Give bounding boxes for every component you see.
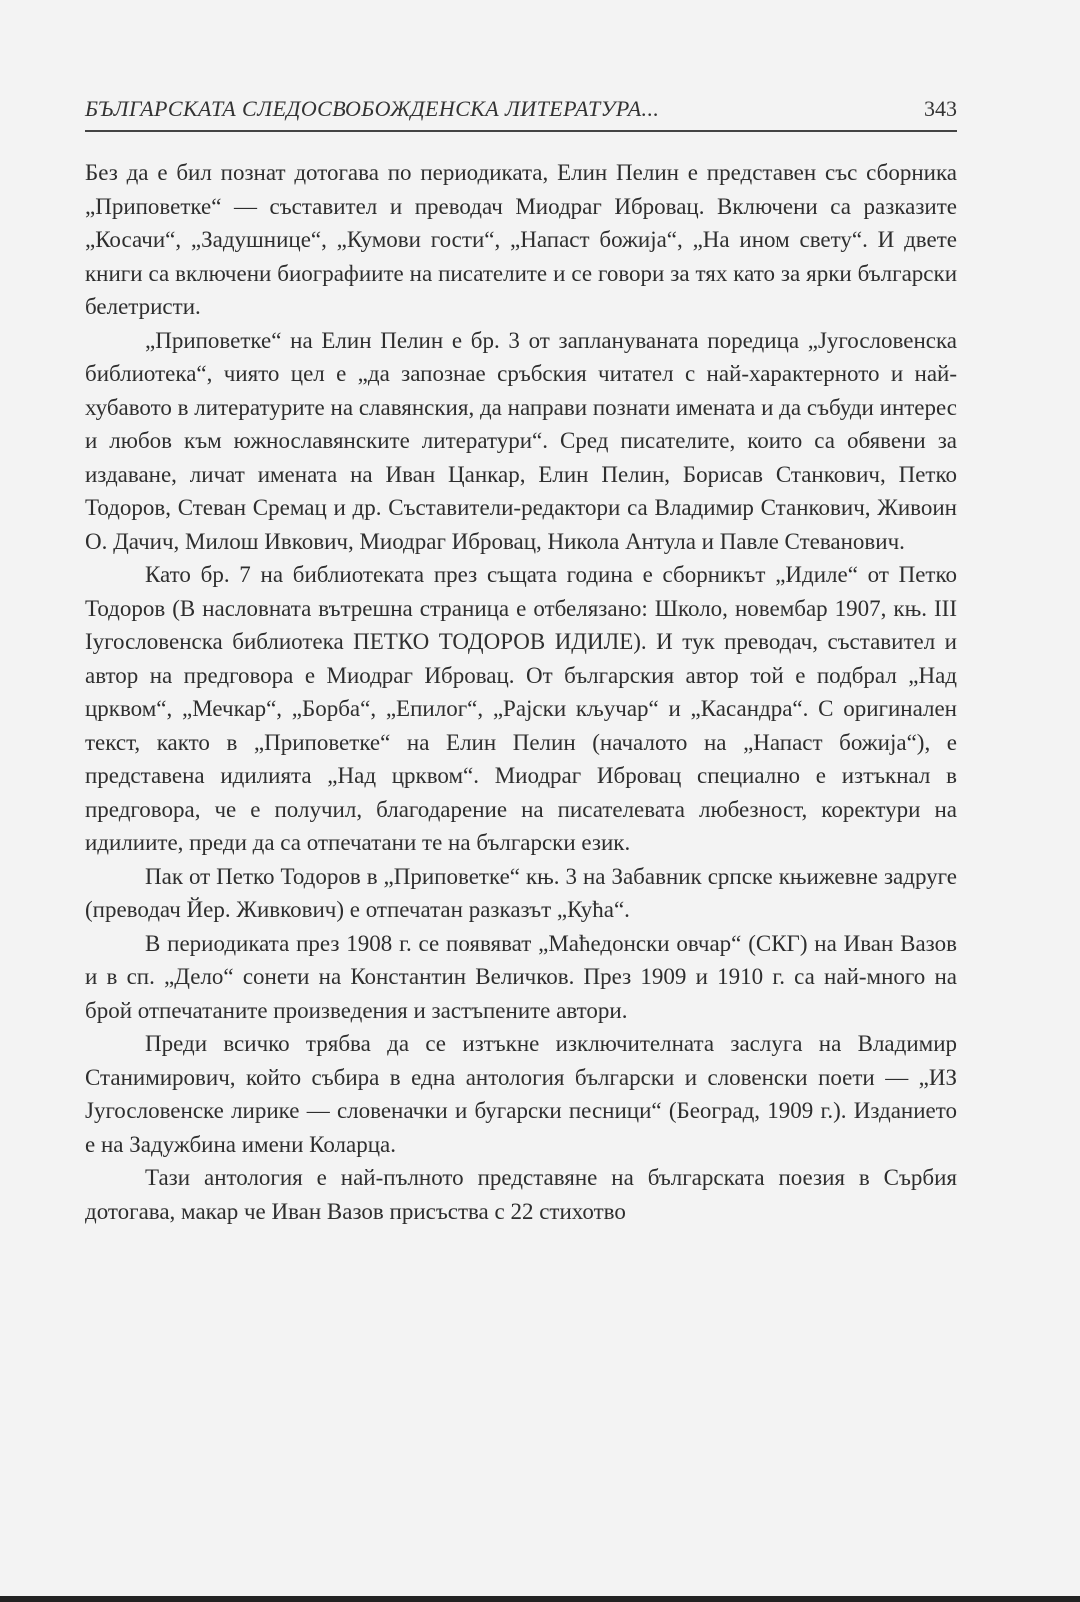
body-text bbox=[85, 156, 957, 1228]
paragraph: Без да е бил познат дотогава по периодиката, Елин Пелин е представен със сборника „Приповетке“ — съставител и преводач Миодраг Ибровац. Включени са разказите „Косачи“, „Задушнице“, „Кумови гости“, „Напаст божиjа“, „На ином свету“. И двете книги са включени биографиите на писателите и се говори за тях като за ярки български белетристи. bbox=[85, 160, 957, 319]
page-number: 343 bbox=[924, 96, 957, 121]
paragraph: Тази антология е най-пълното представяне на българската поезия в Сърбия дотогава, макар че Иван Вазов присъства с 22 стихотво bbox=[85, 1165, 957, 1224]
paragraph: Пак от Петко Тодоров в „Приповетке“ књ. 3 на Забавник српске књижевне задруге (преводач Йер. Живкович) е отпечатан разказът „Кућа“. bbox=[85, 863, 957, 922]
paragraph: В периодиката през 1908 г. се появяват „Маћедонски овчар“ (СКГ) на Иван Вазов и в сп. „Дело“ сонети на Константин Величков. През 1909 и 1910 г. са най-много на брой отпечатаните произведения и застъпените автори. bbox=[85, 930, 957, 1023]
paragraph: Като бр. 7 на библиотеката през същата година е сборникът „Идиле“ от Петко Тодоров (В насловната вътрешна страница е отбелязано: Школо, новембар 1907, књ. III Iугословенска библиотека ПЕТКО ТОДОРОВ ИДИЛЕ). И тук преводач, съставител и автор на предговора е Миодраг Ибровац. От българския автор той е подбрал „Над црквом“, „Мечкар“, „Борба“, „Епилог“, „Раjски кључар“ и „Касандра“. С оригинален текст, както в „Приповетке“ на Елин Пелин (началото на „Напаст божиjа“), е представена идилията „Над црквом“. Миодраг Ибровац специално е изтъкнал в предговора, че е получил, благодарение на писателевата любезност, коректури на идилиите, преди да са отпечатани те на български език. bbox=[85, 562, 957, 855]
paragraph: „Приповетке“ на Елин Пелин е бр. 3 от заплануваната поредица „Jугословенска библиотека“, чиято цел е „да запознае сръбския читател с най-характерното и най-хубавото в литературите на славянския, да направи познати имената и да събуди интерес и любов към южнославянските литератури“. Сред писателите, които са обявени за издаване, личат имената на Иван Цанкар, Елин Пелин, Борисав Станкович, Петко Тодоров, Стеван Сремац и др. Съставители-редактори са Владимир Станкович, Живоин О. Дачич, Милош Ивкович, Миодраг Ибровац, Никола Антула и Павле Стеванович. bbox=[85, 327, 957, 554]
scan-bottom-edge bbox=[0, 1596, 1080, 1602]
paragraph: Преди всичко трябва да се изтъкне изключителната заслуга на Владимир Станимирович, който събира в една антология български и словенски поети — „ИЗ Jугословенске лирике — словеначки и бугарски песници“ (Београд, 1909 г.). Изданието е на Задужбина имени Коларца. bbox=[85, 1031, 957, 1157]
running-title: БЪЛГАРСКАТА СЛЕДОСВОБОЖДЕНСКА ЛИТЕРАТУРА... bbox=[85, 96, 660, 121]
page-header bbox=[85, 92, 957, 132]
